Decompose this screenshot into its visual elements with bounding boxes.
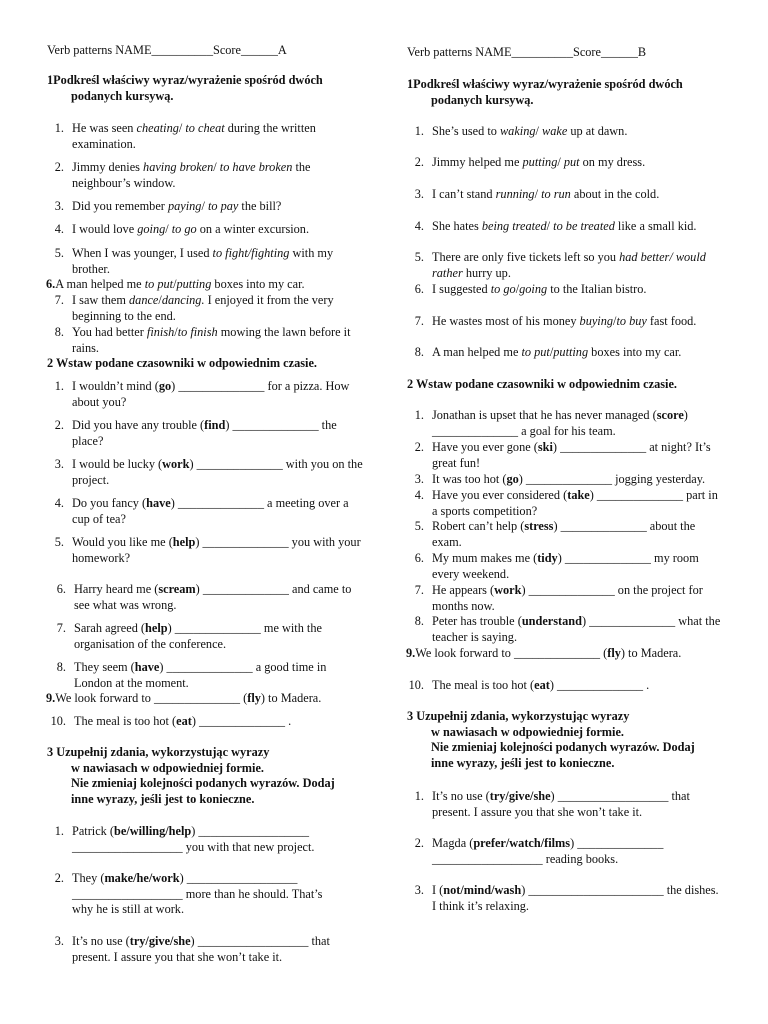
item-number: 3. (54, 457, 64, 471)
item-text: Peter has trouble (understand) ______________ what the teacher is saying. (432, 614, 721, 644)
item-number: 7. (56, 621, 66, 635)
item-number: 8. (56, 660, 66, 674)
item-number: 3. (414, 472, 424, 486)
item-text: They seem (have) ______________ a good time in London at the moment. (74, 660, 327, 690)
list-item (400, 219, 725, 235)
list-item (400, 614, 725, 645)
section-3-title-a: 3 Uzupełnij zdania, wykorzystując wyrazy w nawiasach w odpowiedniej formie. Nie zmieniaj kolejności podanych wyrazów. Dodaj inne wyrazy, jeśli jest to konieczne. (47, 745, 335, 806)
list-item (40, 660, 365, 691)
item-text: I can’t stand running/ to run about in the cold. (432, 187, 660, 201)
list-item (400, 519, 725, 550)
item-text: A man helped me to put/putting boxes into my car. (55, 277, 305, 291)
list-item (400, 583, 725, 614)
item-text: Jonathan is upset that he has never managed (score) ______________ a goal for his team. (432, 408, 688, 438)
item-text: She hates being treated/ to be treated like a small kid. (432, 219, 697, 233)
item-text: You had better finish/to finish mowing the lawn before it rains. (72, 325, 351, 355)
item-text: I saw them dance/dancing. I enjoyed it from the very beginning to the end. (72, 293, 334, 323)
item-text: I would love going/ to go on a winter excursion. (72, 222, 310, 236)
list-item (400, 345, 725, 361)
item-number: 2. (54, 160, 64, 174)
item-number: 3. (414, 187, 424, 201)
item-number: 7. (414, 583, 424, 597)
item-text: There are only five tickets left so you had better/ would rather hurry up. (432, 250, 706, 280)
item-text: Magda (prefer/watch/films) ______________ __________________ reading books. (432, 836, 664, 866)
list-item (40, 714, 365, 730)
item-text: We look forward to ______________ (fly) to Madera. (55, 691, 322, 705)
section-2-title-b: 2 Wstaw podane czasowniki w odpowiednim czasie. (407, 377, 677, 391)
item-number: 5. (414, 250, 424, 264)
list-item (40, 325, 365, 356)
list-item (400, 551, 725, 582)
list-item (40, 160, 365, 191)
item-text: The meal is too hot (eat) ______________ . (432, 678, 650, 692)
item-text: It’s no use (try/give/she) __________________ that present. I assure you that she won’t take it. (72, 934, 330, 964)
item-text: I wouldn’t mind (go) ______________ for a pizza. How about you? (72, 379, 350, 409)
list-item (400, 314, 725, 330)
item-number: 2. (414, 440, 424, 454)
item-text: Did you remember paying/ to pay the bill? (72, 199, 282, 213)
item-text: A man helped me to put/putting boxes into my car. (432, 345, 682, 359)
list-item (400, 678, 725, 694)
item-text: When I was younger, I used to fight/fighting with my brother. (72, 246, 334, 276)
item-number: 6. (414, 282, 424, 296)
list-item (40, 496, 365, 527)
item-number: 4. (414, 219, 424, 233)
item-number: 5. (414, 519, 424, 533)
item-number: 1. (54, 121, 64, 135)
item-number: 5. (54, 535, 64, 549)
section-2-title-a: 2 Wstaw podane czasowniki w odpowiednim czasie. (47, 356, 317, 370)
list-item (400, 472, 725, 488)
item-number: 8. (414, 614, 424, 628)
item-text: Sarah agreed (help) ______________ me with the organisation of the conference. (74, 621, 322, 651)
list-item (40, 871, 345, 918)
item-number: 7. (54, 293, 64, 307)
item-text: It was too hot (go) ______________ jogging yesterday. (432, 472, 706, 486)
list-item (400, 789, 718, 820)
list-item (400, 488, 725, 519)
list-item (40, 293, 365, 324)
list-item (40, 418, 365, 449)
item-number: 10. (408, 678, 424, 692)
item-text: Have you ever gone (ski) ______________ at night? It’s great fun! (432, 440, 711, 470)
item-number: 4. (54, 222, 64, 236)
list-item (40, 222, 365, 238)
list-item (40, 199, 365, 215)
item-number: 4. (54, 496, 64, 510)
item-number: 1. (54, 824, 64, 838)
list-item (400, 282, 725, 298)
list-item (40, 246, 365, 277)
item-number: 7. (414, 314, 424, 328)
item-text: She’s used to waking/ wake up at dawn. (432, 124, 628, 138)
list-item (40, 379, 365, 410)
list-item (400, 187, 725, 203)
item-number: 8. (414, 345, 424, 359)
list-item (40, 934, 350, 965)
item-text: We look forward to ______________ (fly) to Madera. (415, 646, 682, 660)
item-text: I suggested to go/going to the Italian bistro. (432, 282, 647, 296)
item-text: Harry heard me (scream) ______________ and came to see what was wrong. (74, 582, 352, 612)
item-text: Have you ever considered (take) ______________ part in a sports competition? (432, 488, 718, 518)
list-item (406, 646, 725, 662)
item-text: Jimmy denies having broken/ to have broken the neighbour’s window. (72, 160, 311, 190)
item-number: 2. (414, 155, 424, 169)
item-text: They (make/he/work) __________________ __________________ more than he should. That’s why he is still at work. (72, 871, 323, 916)
item-number: 2. (54, 871, 64, 885)
item-number: 2. (54, 418, 64, 432)
list-item (400, 408, 725, 439)
item-number: 5. (54, 246, 64, 260)
item-number: 1. (54, 379, 64, 393)
list-item (400, 250, 725, 281)
item-number: 4. (414, 488, 424, 502)
section-1-title-b: 1Podkreśl właściwy wyraz/wyrażenie spośród dwóch podanych kursywą. (407, 77, 683, 107)
item-number: 2. (414, 836, 424, 850)
header-b: Verb patterns NAME__________Score______B (407, 45, 647, 59)
list-item (46, 277, 365, 293)
item-text: The meal is too hot (eat) ______________ . (74, 714, 292, 728)
list-item (400, 124, 725, 140)
list-item (400, 883, 725, 914)
item-text: Do you fancy (have) ______________ a meeting over a cup of tea? (72, 496, 349, 526)
item-number: 10. (50, 714, 66, 728)
item-number: 6. (46, 277, 56, 291)
list-item (40, 621, 365, 652)
item-text: Jimmy helped me putting/ put on my dress. (432, 155, 646, 169)
item-text: I would be lucky (work) ______________ with you on the project. (72, 457, 363, 487)
item-number: 6. (56, 582, 66, 596)
item-text: Patrick (be/willing/help) __________________ __________________ you with that new project. (72, 824, 315, 854)
item-text: Did you have any trouble (find) ______________ the place? (72, 418, 337, 448)
item-number: 9. (46, 691, 56, 705)
list-item (40, 457, 365, 488)
version-b-column (384, 0, 768, 1024)
header-a: Verb patterns NAME__________Score______A (47, 43, 287, 57)
list-item (400, 836, 705, 867)
item-text: He appears (work) ______________ on the project for months now. (432, 583, 703, 613)
item-text: Would you like me (help) ______________ you with your homework? (72, 535, 361, 565)
item-number: 1. (414, 789, 424, 803)
section-1-title-a: 1Podkreśl właściwy wyraz/wyrażenie spośród dwóch podanych kursywą. (47, 73, 323, 103)
item-text: It’s no use (try/give/she) __________________ that present. I assure you that she won’t take it. (432, 789, 690, 819)
list-item (40, 535, 365, 566)
item-number: 9. (406, 646, 416, 660)
list-item (400, 155, 725, 171)
item-number: 6. (414, 551, 424, 565)
list-item (400, 440, 725, 471)
list-item (40, 824, 340, 855)
item-number: 1. (414, 124, 424, 138)
section-3-title-b: 3 Uzupełnij zdania, wykorzystując wyrazy w nawiasach w odpowiedniej formie. Nie zmieniaj kolejności podanych wyrazów. Dodaj inne wyrazy, jeśli jest to konieczne. (407, 709, 695, 770)
item-number: 3. (54, 934, 64, 948)
item-text: He was seen cheating/ to cheat during the written examination. (72, 121, 316, 151)
list-item (40, 121, 365, 152)
item-number: 8. (54, 325, 64, 339)
item-text: I (not/mind/wash) ______________________ the dishes. I think it’s relaxing. (432, 883, 719, 913)
item-number: 3. (414, 883, 424, 897)
item-number: 1. (414, 408, 424, 422)
item-text: Robert can’t help (stress) ______________ about the exam. (432, 519, 696, 549)
item-text: My mum makes me (tidy) ______________ my room every weekend. (432, 551, 699, 581)
item-number: 3. (54, 199, 64, 213)
list-item (46, 691, 365, 707)
item-text: He wastes most of his money buying/to buy fast food. (432, 314, 697, 328)
list-item (40, 582, 365, 613)
